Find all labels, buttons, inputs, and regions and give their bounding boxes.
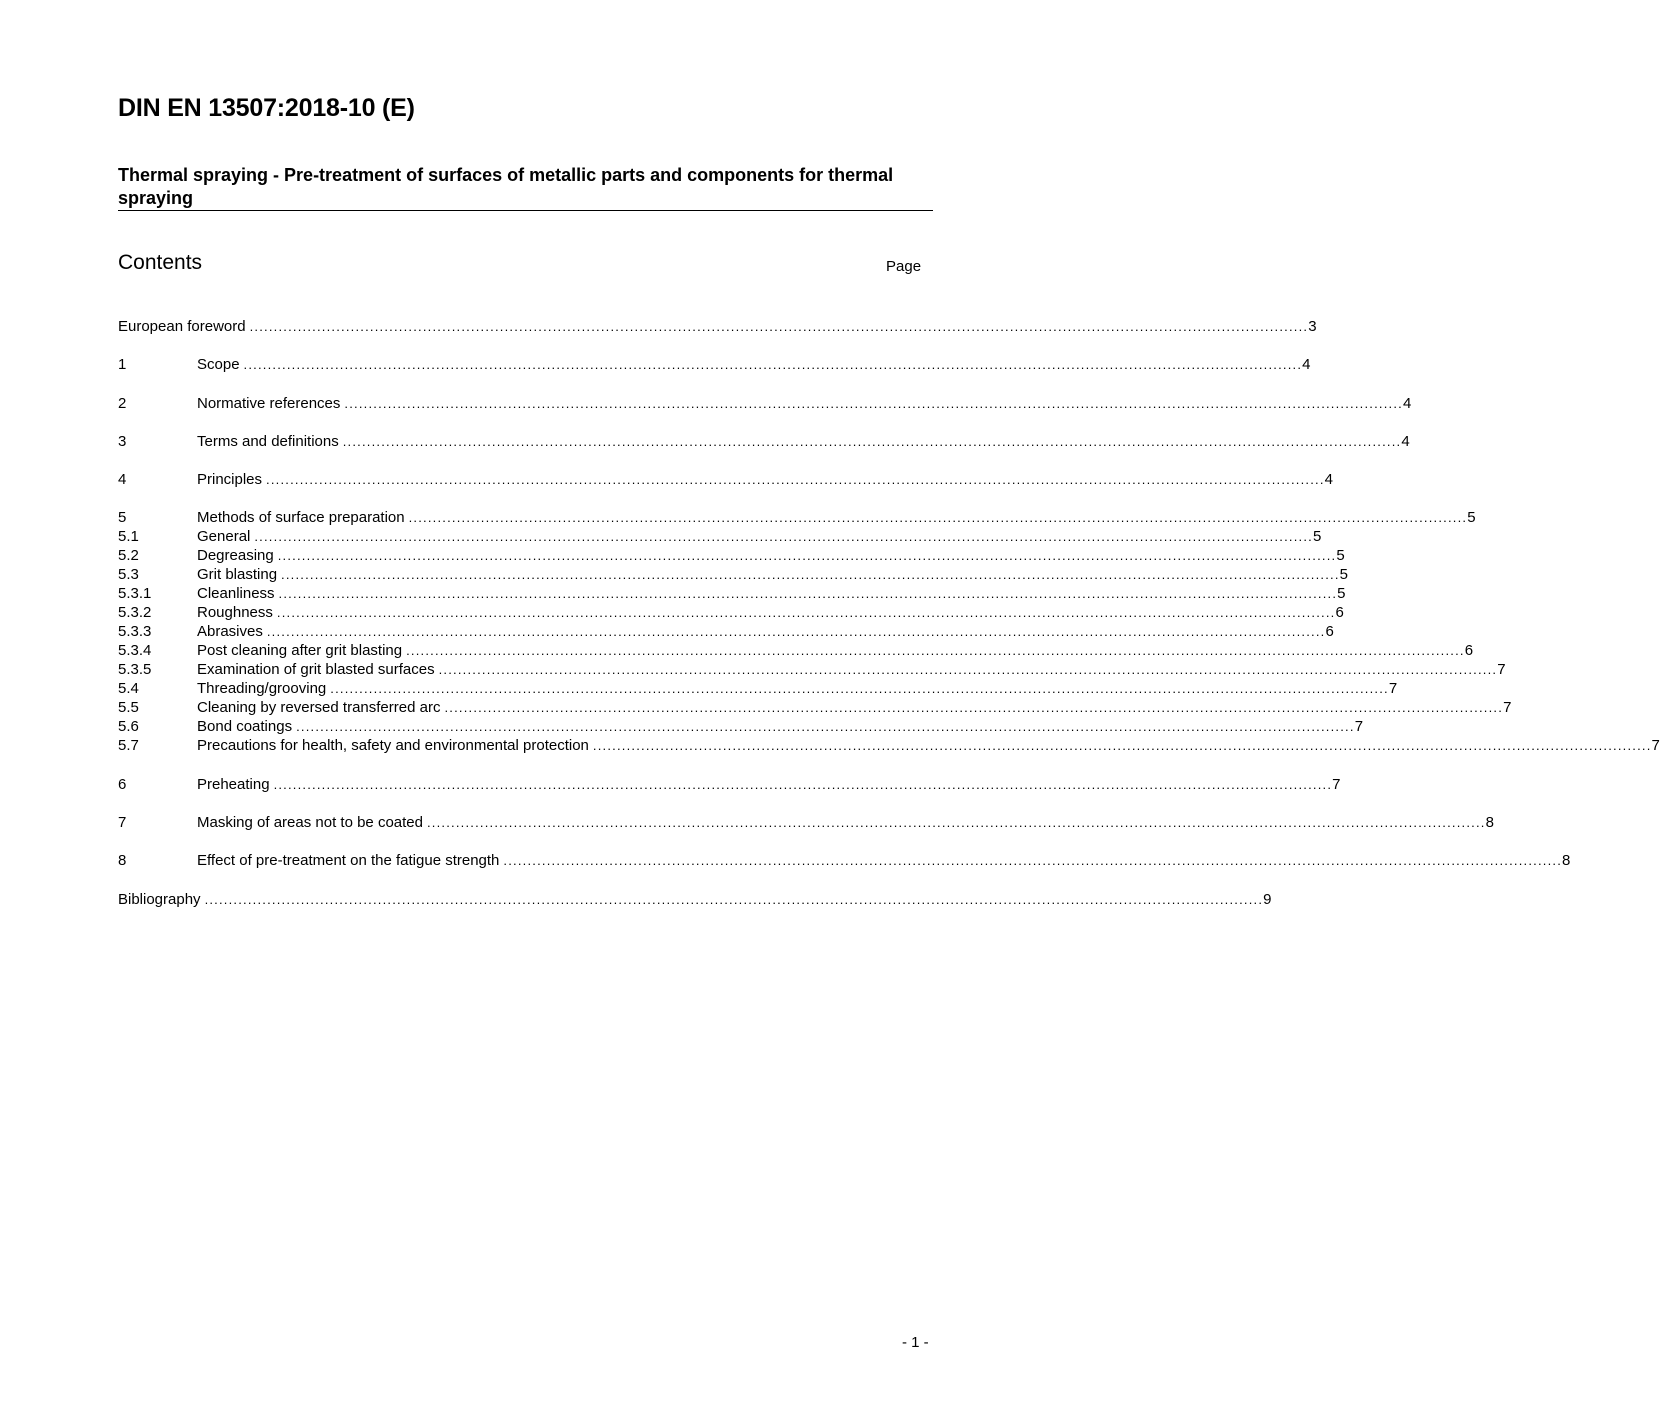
toc-entry[interactable] xyxy=(118,432,1410,451)
toc-entry-number: 5.3.1 xyxy=(118,585,152,603)
toc-entry-page: 7 xyxy=(1503,699,1512,717)
toc-entry[interactable] xyxy=(118,679,1398,698)
toc-spacer xyxy=(118,336,921,355)
toc-spacer xyxy=(118,755,921,774)
contents-heading: Contents xyxy=(118,251,203,274)
toc-entry-page: 6 xyxy=(1335,604,1344,622)
toc-entry[interactable] xyxy=(118,508,1476,527)
toc-dot-leader: ............................................................................................................................................................................................................................ xyxy=(266,472,1325,488)
toc-entry-number: 5.3 xyxy=(118,566,139,584)
toc-entry-title: Methods of surface preparation xyxy=(197,509,405,527)
toc-entry-number: 5.6 xyxy=(118,718,139,736)
toc-entry[interactable] xyxy=(118,717,1364,736)
toc-spacer xyxy=(118,374,921,393)
toc-entry-title: Abrasives xyxy=(197,623,263,641)
toc-entry-number: 5.3.5 xyxy=(118,661,152,679)
toc-entry-number: 5 xyxy=(118,509,127,527)
toc-entry[interactable] xyxy=(118,394,1412,413)
toc-entry-number: 5.4 xyxy=(118,680,139,698)
toc-entry[interactable] xyxy=(118,603,1344,622)
toc-entry-page: 6 xyxy=(1325,623,1334,641)
toc-dot-leader: ............................................................................................................................................................................................................................ xyxy=(204,891,1264,907)
toc-entry-title: Precautions for health, safety and environmental protection xyxy=(197,737,589,755)
title-divider xyxy=(118,210,933,211)
toc-dot-leader: ............................................................................................................................................................................................................................ xyxy=(426,815,1486,831)
toc-entry[interactable] xyxy=(118,527,1322,546)
toc-spacer xyxy=(118,489,921,508)
toc-dot-leader: ............................................................................................................................................................................................................................ xyxy=(281,567,1340,583)
toc-entry[interactable] xyxy=(118,641,1474,660)
page-column-label: Page xyxy=(886,258,922,275)
toc-entry-number: 5.7 xyxy=(118,737,139,755)
toc-entry-page: 5 xyxy=(1339,566,1348,584)
document-id: DIN EN 13507:2018-10 (E) xyxy=(118,94,415,122)
toc-entry-title: Grit blasting xyxy=(197,566,278,584)
toc-spacer xyxy=(118,870,921,889)
toc-entry[interactable] xyxy=(118,584,1346,603)
toc-dot-leader: ............................................................................................................................................................................................................................ xyxy=(438,662,1498,678)
toc-entry-title: European foreword xyxy=(118,318,246,335)
toc-entry-title: Bibliography xyxy=(118,890,201,908)
toc-dot-leader: ............................................................................................................................................................................................................................ xyxy=(278,586,1338,602)
toc-entry-title: Examination of grit blasted surfaces xyxy=(197,661,435,679)
toc-dot-leader: ............................................................................................................................................................................................................................ xyxy=(344,395,1403,411)
toc-entry-title: Cleanliness xyxy=(197,585,275,603)
toc-entry-number: 5.3.2 xyxy=(118,604,152,622)
toc-entry-page: 8 xyxy=(1485,814,1494,832)
toc-dot-leader: ............................................................................................................................................................................................................................ xyxy=(266,624,1326,640)
toc-dot-leader: ............................................................................................................................................................................................................................ xyxy=(249,319,1309,334)
toc-entry-number: 5.3.3 xyxy=(118,623,152,641)
toc-entry-page: 8 xyxy=(1562,852,1571,870)
toc-entry[interactable] xyxy=(118,546,1345,565)
toc-spacer xyxy=(118,832,921,851)
toc-entry[interactable] xyxy=(118,355,1311,374)
toc-dot-leader: ............................................................................................................................................................................................................................ xyxy=(444,700,1504,716)
toc-entry-title: Scope xyxy=(197,356,240,374)
toc-dot-leader: ............................................................................................................................................................................................................................ xyxy=(592,738,1652,754)
toc-entry-title: Degreasing xyxy=(197,547,274,565)
toc-spacer xyxy=(118,794,921,813)
toc-entry-page: 5 xyxy=(1312,528,1322,546)
toc-entry-page: 7 xyxy=(1354,718,1364,736)
toc-entry-number: 7 xyxy=(118,814,127,832)
toc-entry[interactable] xyxy=(118,813,1494,832)
toc-entry-number: 5.3.4 xyxy=(118,642,152,660)
toc-entry[interactable] xyxy=(118,622,1334,641)
toc-entry-page: 7 xyxy=(1332,775,1341,793)
toc-dot-leader: ............................................................................................................................................................................................................................ xyxy=(406,643,1465,659)
toc-spacer xyxy=(118,451,921,470)
toc-entry[interactable] xyxy=(118,736,1660,755)
page-number: - 1 - xyxy=(902,1334,929,1351)
toc-entry-page: 4 xyxy=(1302,356,1311,374)
toc-dot-leader: ............................................................................................................................................................................................................................ xyxy=(254,529,1313,545)
toc-entry-page: 4 xyxy=(1403,394,1412,412)
toc-entry-number: 3 xyxy=(118,432,127,450)
toc-entry-number: 5.1 xyxy=(118,528,139,546)
toc-entry-page: 5 xyxy=(1337,585,1346,603)
toc-dot-leader: ............................................................................................................................................................................................................................ xyxy=(342,433,1402,449)
toc-entry-page: 9 xyxy=(1263,890,1272,908)
toc-dot-leader: ............................................................................................................................................................................................................................ xyxy=(296,719,1355,735)
toc-entry-title: Effect of pre-treatment on the fatigue strength xyxy=(197,852,500,870)
toc-entry-title: Cleaning by reversed transferred arc xyxy=(197,699,441,717)
toc-entry-number: 2 xyxy=(118,394,127,412)
toc-dot-leader: ............................................................................................................................................................................................................................ xyxy=(503,853,1563,869)
toc-entry-number: 5.5 xyxy=(118,699,139,717)
toc-entry-page: 5 xyxy=(1336,547,1345,565)
toc-entry-title: Bond coatings xyxy=(197,718,293,736)
toc-entry-title: Masking of areas not to be coated xyxy=(197,814,423,832)
toc-entry-page: 7 xyxy=(1388,680,1398,698)
toc-dot-leader: ............................................................................................................................................................................................................................ xyxy=(276,605,1336,621)
toc-entry-page: 5 xyxy=(1467,509,1476,527)
toc-dot-leader: ............................................................................................................................................................................................................................ xyxy=(408,510,1468,526)
toc-entry-title: Post cleaning after grit blasting xyxy=(197,642,403,660)
toc-entry-page: 4 xyxy=(1324,471,1333,489)
toc-entry-number: 4 xyxy=(118,471,127,489)
toc-entry[interactable] xyxy=(118,565,1348,584)
toc-entry-number: 8 xyxy=(118,852,127,870)
toc-entry-number: 5.2 xyxy=(118,547,139,565)
toc-entry-number: 6 xyxy=(118,775,127,793)
toc-entry-title: Preheating xyxy=(197,775,270,793)
toc-entry-title: Principles xyxy=(197,471,263,489)
toc-entry[interactable] xyxy=(118,851,1571,870)
toc-dot-leader: ............................................................................................................................................................................................................................ xyxy=(277,548,1337,564)
toc-entry-page: 3 xyxy=(1308,318,1317,335)
toc-entry-page: 7 xyxy=(1497,661,1506,679)
toc-dot-leader: ............................................................................................................................................................................................................................ xyxy=(273,776,1333,792)
toc-entry[interactable] xyxy=(118,775,1341,794)
toc-dot-leader: ............................................................................................................................................................................................................................ xyxy=(330,681,1389,697)
toc-entry-page: 4 xyxy=(1401,432,1410,450)
toc-entry[interactable] xyxy=(118,470,1333,489)
toc-entry[interactable] xyxy=(118,698,1512,717)
document-title: Thermal spraying - Pre-treatment of surfaces of metallic parts and components for thermal spraying xyxy=(118,165,894,208)
toc-entry[interactable] xyxy=(118,660,1506,679)
table-of-contents xyxy=(118,317,1660,909)
toc-spacer xyxy=(118,413,921,432)
toc-entry-title: Roughness xyxy=(197,604,273,622)
toc-entry-title: Normative references xyxy=(197,394,341,412)
toc-dot-leader: ............................................................................................................................................................................................................................ xyxy=(243,357,1303,373)
toc-entry[interactable] xyxy=(118,317,1317,336)
toc-entry-page: 6 xyxy=(1464,642,1474,660)
toc-entry[interactable] xyxy=(118,890,1272,909)
toc-entry-title: Threading/grooving xyxy=(197,680,327,698)
toc-entry-title: General xyxy=(197,528,251,546)
toc-entry-number: 1 xyxy=(118,356,127,374)
toc-entry-title: Terms and definitions xyxy=(197,432,339,450)
toc-entry-page: 7 xyxy=(1651,737,1660,755)
